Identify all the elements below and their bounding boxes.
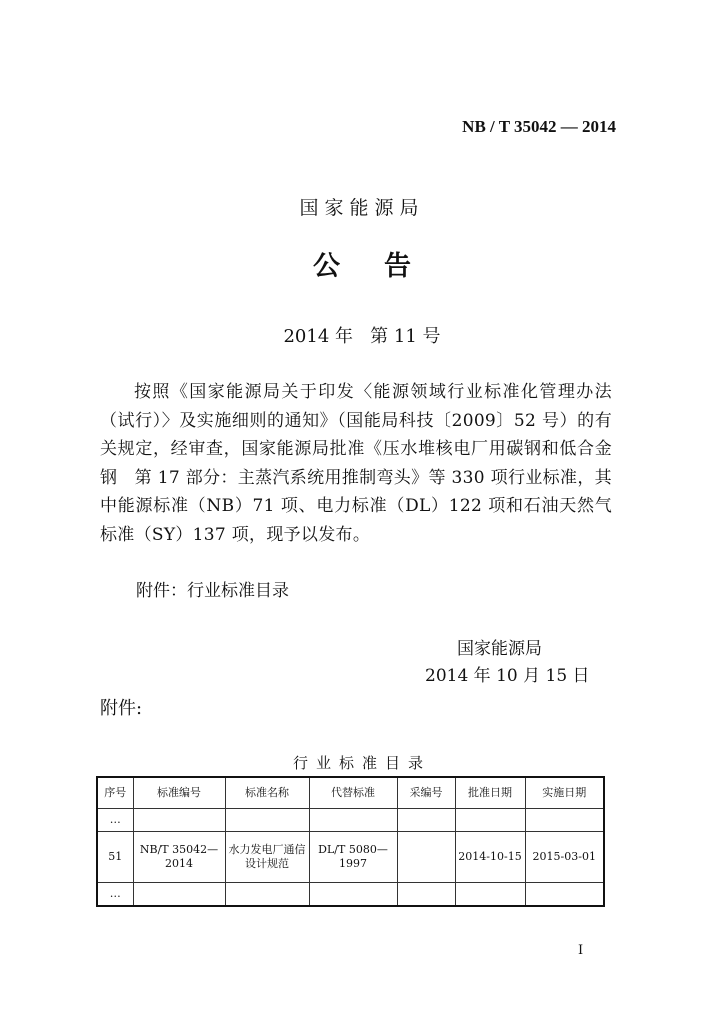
table-cell: NB/T 35042—2014 bbox=[133, 832, 225, 883]
table-cell bbox=[397, 809, 455, 832]
table-row bbox=[97, 809, 604, 832]
column-header: 采编号 bbox=[397, 777, 455, 809]
column-header: 序号 bbox=[97, 777, 133, 809]
signature-organization: 国家能源局 bbox=[457, 639, 542, 659]
column-header: 代替标准 bbox=[309, 777, 397, 809]
table-row bbox=[97, 883, 604, 907]
table-header-row bbox=[97, 777, 604, 809]
table-cell: 51 bbox=[97, 832, 133, 883]
standards-catalog-table bbox=[96, 776, 605, 907]
table-cell bbox=[133, 883, 225, 907]
table-cell bbox=[525, 883, 604, 907]
table-cell bbox=[455, 809, 525, 832]
table-cell bbox=[309, 809, 397, 832]
column-header: 实施日期 bbox=[525, 777, 604, 809]
attachment-reference: 附件：行业标准目录 bbox=[136, 581, 289, 601]
column-header: 标准编号 bbox=[133, 777, 225, 809]
attachment-label: 附件: bbox=[100, 698, 143, 719]
notice-number: 2014 年 第 11 号 bbox=[283, 326, 441, 347]
table-cell: 2015-03-01 bbox=[525, 832, 604, 883]
page-number: I bbox=[578, 943, 584, 958]
table-cell bbox=[455, 883, 525, 907]
table-row bbox=[97, 832, 604, 883]
table-cell: … bbox=[97, 883, 133, 907]
table-cell bbox=[225, 809, 309, 832]
table-cell bbox=[309, 883, 397, 907]
column-header: 标准名称 bbox=[225, 777, 309, 809]
table-cell bbox=[225, 883, 309, 907]
table-cell bbox=[525, 809, 604, 832]
table-cell: DL/T 5080—1997 bbox=[309, 832, 397, 883]
notice-title: 公告 bbox=[313, 251, 455, 282]
table-cell bbox=[397, 832, 455, 883]
signature-date: 2014 年 10 月 15 日 bbox=[425, 666, 590, 686]
notice-body: 按照《国家能源局关于印发〈能源领域行业标准化管理办法（试行）〉及实施细则的通知》（国能局科技〔2009〕52 号）的有关规定，经审查，国家能源局批准《压水堆核电厂用碳钢和低合金钢 第 17 部分：主蒸汽系统用推制弯头》等 330 项行业标准，其中能源标准（NB）71 项、电力标准（DL）122 项和石油天然气标准（SY）137 项，现予以发布。 bbox=[100, 382, 612, 545]
table-cell: 水力发电厂通信设计规范 bbox=[225, 832, 309, 883]
table-title: 行业标准目录 bbox=[292, 754, 431, 772]
table-cell: … bbox=[97, 809, 133, 832]
table-cell bbox=[397, 883, 455, 907]
table-cell: 2014-10-15 bbox=[455, 832, 525, 883]
table-cell bbox=[133, 809, 225, 832]
column-header: 批准日期 bbox=[455, 777, 525, 809]
issuer-heading: 国家能源局 bbox=[299, 197, 425, 219]
standard-code: NB / T 35042 — 2014 bbox=[462, 117, 616, 136]
